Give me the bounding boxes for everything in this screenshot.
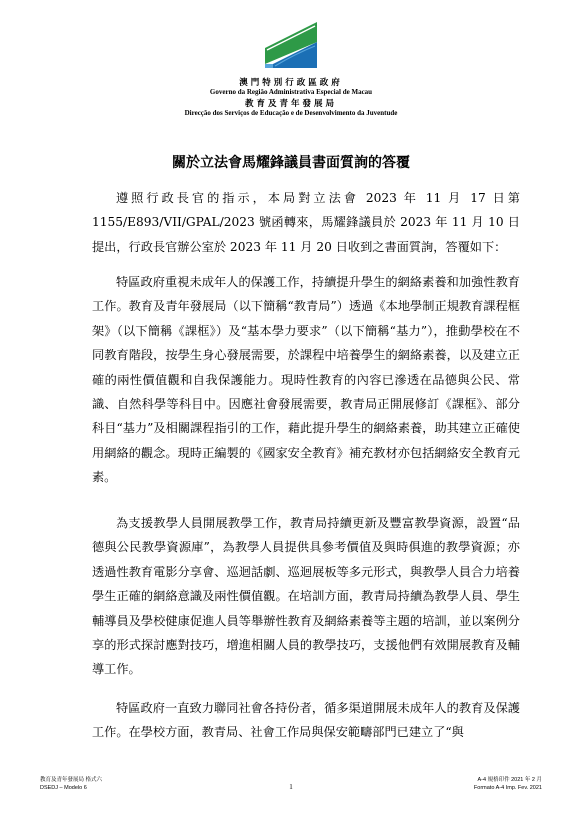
footer-print-format bbox=[474, 776, 542, 792]
document-title: 關於立法會馬耀鋒議員書面質詢的答覆 bbox=[172, 155, 410, 171]
footer-form-code-zh: 教育及青年發展局 格式六 bbox=[40, 777, 103, 783]
body-paragraph: 遵照行政長官的指示，本局對立法會 2023 年 11 月 17 日第 1155/E893/VII/GPAL/2023 號函轉來，馬耀鋒議員於 2023 年 11 月 10 日提出，行政長官辦公室於 2023 年 11 月 20 日收到之書面質詢，答覆如下： bbox=[92, 191, 520, 254]
footer-print-format-zh: A-4 規格印件 2021 年 2 月 bbox=[477, 777, 542, 783]
page-number: 1 bbox=[289, 783, 293, 791]
footer-print-format-pt: Formato A-4 Imp. Fev. 2021 bbox=[473, 785, 542, 791]
body-paragraph: 特區政府一直致力聯同社會各持份者，循多渠道開展未成年人的教育及保護工作。在學校方面，教青局、社會工作局與保安範疇部門已建立了“與 bbox=[92, 701, 520, 740]
government-name-pt: Governo da Região Administrativa Especial de Macau bbox=[209, 88, 373, 96]
body-paragraph: 為支援教學人員開展教學工作，教青局持續更新及豐富教學資源，設置“品德與公民教學資源庫”，為教學人員提供具參考價值及與時俱進的教學資源；亦透過性教育電影分享會、巡迴話劇、巡迴展板等多元形式，與教學人員合力培養學生正確的網絡意識及兩性價值觀。在培訓方面，教青局持續為教學人員、學生輔導員及學校健康促進人員等舉辦性教育及網絡素養等主題的培訓，並以案例分享的形式探討應對技巧，增進相關人員的教學技巧，支援他們有效開展教育及輔導工作。 bbox=[92, 516, 520, 677]
body-paragraph: 特區政府重視未成年人的保護工作，持續提升學生的網絡素養和加強性教育工作。教育及青年發展局（以下簡稱“教青局”）透過《本地學制正規教育課程框架》（以下簡稱《課框》）及“基本學力要求”（以下簡稱“基力”），推動學校在不同教育階段，按學生身心發展需要，於課程中培養學生的網絡素養，以及建立正確的兩性價值觀和自我保護能力。現時性教育的內容已滲透在品德與公民、常識、自然科學等科目中。因應社會發展需要，教青局正開展修訂《課框》、部分科目“基力”及相關課程指引的工作，藉此提升學生的網絡素養，助其建立正確使用網絡的觀念。現時正編製的《國家安全教育》補充教材亦包括網絡安全教育元素。 bbox=[92, 275, 520, 485]
government-name-zh: 澳門特別行政區政府 bbox=[239, 78, 343, 88]
footer-form-code-pt: DSEDJ – Modelo 6 bbox=[40, 785, 87, 791]
department-name-zh: 教育及青年發展局 bbox=[244, 99, 337, 109]
department-name-pt: Direcção dos Serviços de Educação e de Desenvolvimento da Juventude bbox=[184, 109, 398, 117]
government-emblem-icon bbox=[263, 20, 319, 70]
